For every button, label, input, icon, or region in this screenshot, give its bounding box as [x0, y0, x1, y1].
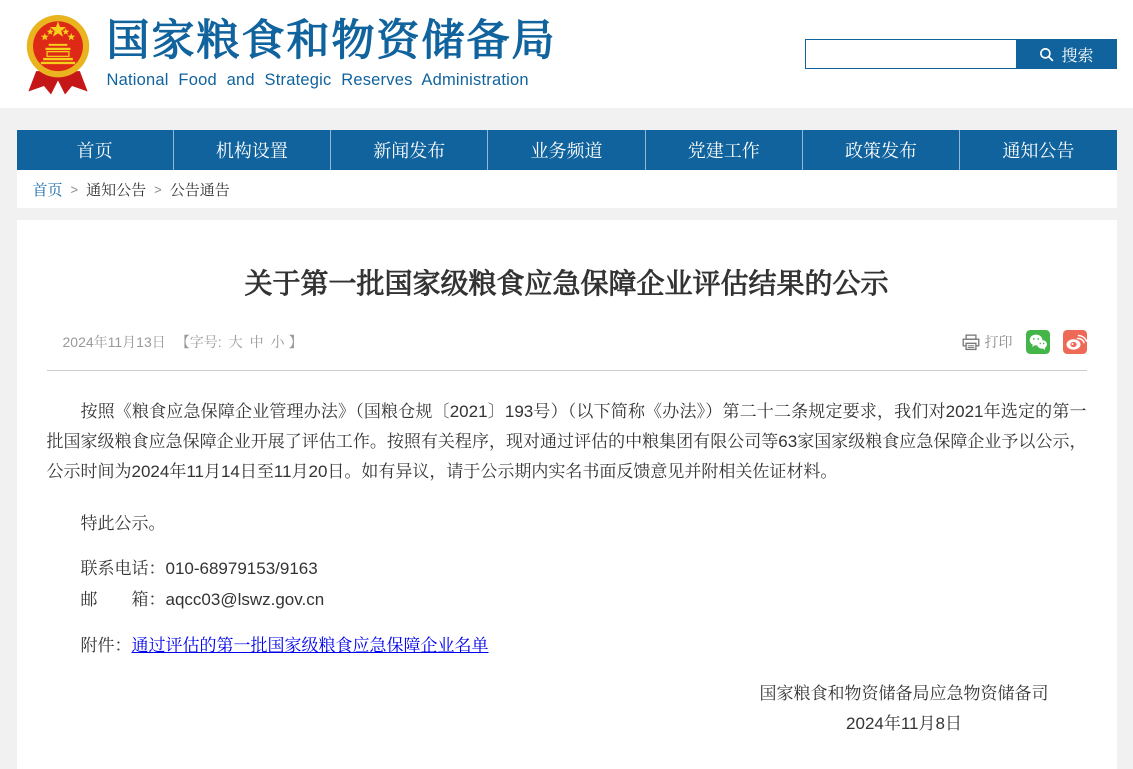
publish-date: 2024年11月13日: [62, 334, 166, 351]
brand-block: [107, 18, 557, 90]
breadcrumb-separator: >: [70, 181, 79, 197]
fontsize-large-button[interactable]: 大: [228, 334, 243, 351]
contact-email-value: aqcc03@lswz.gov.cn: [165, 590, 325, 610]
contact-email-label: 邮 箱：: [80, 590, 166, 610]
nav-item-organization[interactable]: 机构设置: [173, 130, 330, 170]
article-body: [47, 397, 1087, 739]
signature-date: 2024年11月8日: [846, 714, 962, 734]
breadcrumb: [17, 170, 1117, 208]
contact-email-line: [47, 584, 1087, 615]
attachment-link[interactable]: 通过评估的第一批国家级粮食应急保障企业名单: [131, 636, 489, 656]
fontsize-suffix: 】: [288, 334, 303, 351]
print-button[interactable]: [962, 332, 1013, 352]
site-header: [0, 0, 1133, 108]
search-button[interactable]: [1017, 39, 1117, 69]
attachment-label: 附件：: [80, 636, 132, 656]
article-title: 关于第一批国家级粮食应急保障企业评估结果的公示: [244, 268, 889, 299]
contact-phone-label: 联系电话：: [80, 559, 166, 579]
breadcrumb-card-spacer: [17, 208, 1117, 220]
contact-block: [47, 553, 1087, 615]
print-label: 打印: [984, 334, 1013, 351]
printer-icon: [962, 334, 980, 351]
site-title-en: National Food and Strategic Reserves Administration: [106, 71, 529, 90]
search-input[interactable]: [805, 39, 1017, 69]
nav-item-news[interactable]: 新闻发布: [330, 130, 487, 170]
breadcrumb-announcements[interactable]: 公告通告: [169, 181, 230, 199]
wechat-share-icon[interactable]: [1026, 330, 1050, 354]
nav-item-notices[interactable]: 通知公告: [959, 130, 1116, 170]
fontsize-medium-button[interactable]: 中: [249, 334, 264, 351]
fontsize-small-button[interactable]: 小: [270, 334, 285, 351]
signature-block: [760, 679, 1049, 739]
contact-phone-line: [47, 553, 1087, 584]
nav-item-home[interactable]: 首页: [76, 141, 113, 161]
search-button-label: 搜索: [1061, 47, 1094, 65]
breadcrumb-notices[interactable]: 通知公告: [86, 181, 147, 199]
main-navigation: [17, 130, 1117, 170]
nav-item-policy[interactable]: 政策发布: [802, 130, 959, 170]
search-box: [805, 39, 1117, 69]
article-meta-left: [47, 332, 303, 352]
fontsize-controls: [176, 332, 303, 352]
article-paragraph-2: 特此公示。: [80, 514, 166, 534]
article-paragraph-1: 按照《粮食应急保障企业管理办法》（国粮仓规〔2021〕193号）（以下简称《办法》）第二十二条规定要求，我们对2021年选定的第一批国家级粮食应急保障企业开展了评估工作。按照有关程序，现对通过评估的中粮集团有限公司等63家国家级粮食应急保障企业予以公示，公示时间为2024年11月14日至11月20日。如有异议，请于公示期内实名书面反馈意见并附相关佐证材料。: [46, 402, 1087, 482]
nav-item-party-building[interactable]: 党建工作: [645, 130, 802, 170]
breadcrumb-home[interactable]: 首页: [32, 181, 63, 199]
contact-phone-value: 010-68979153/9163: [165, 559, 318, 579]
emblem-icon: [19, 7, 97, 101]
site-title-cn: 国家粮食和物资储备局: [106, 16, 557, 65]
attachment-line: [47, 631, 1087, 661]
national-emblem-logo[interactable]: [19, 7, 97, 101]
header-nav-spacer: [0, 108, 1133, 130]
article-meta-row: [47, 330, 1087, 371]
signature-organization: 国家粮食和物资储备局应急物资储备司: [759, 684, 1049, 704]
breadcrumb-separator: >: [154, 181, 162, 197]
article-card: [17, 220, 1117, 769]
nav-item-business[interactable]: 业务频道: [487, 130, 644, 170]
article-meta-right: [962, 330, 1087, 354]
search-icon: [1039, 47, 1054, 62]
fontsize-prefix: 【字号:: [175, 334, 222, 351]
weibo-share-icon[interactable]: [1063, 330, 1087, 354]
